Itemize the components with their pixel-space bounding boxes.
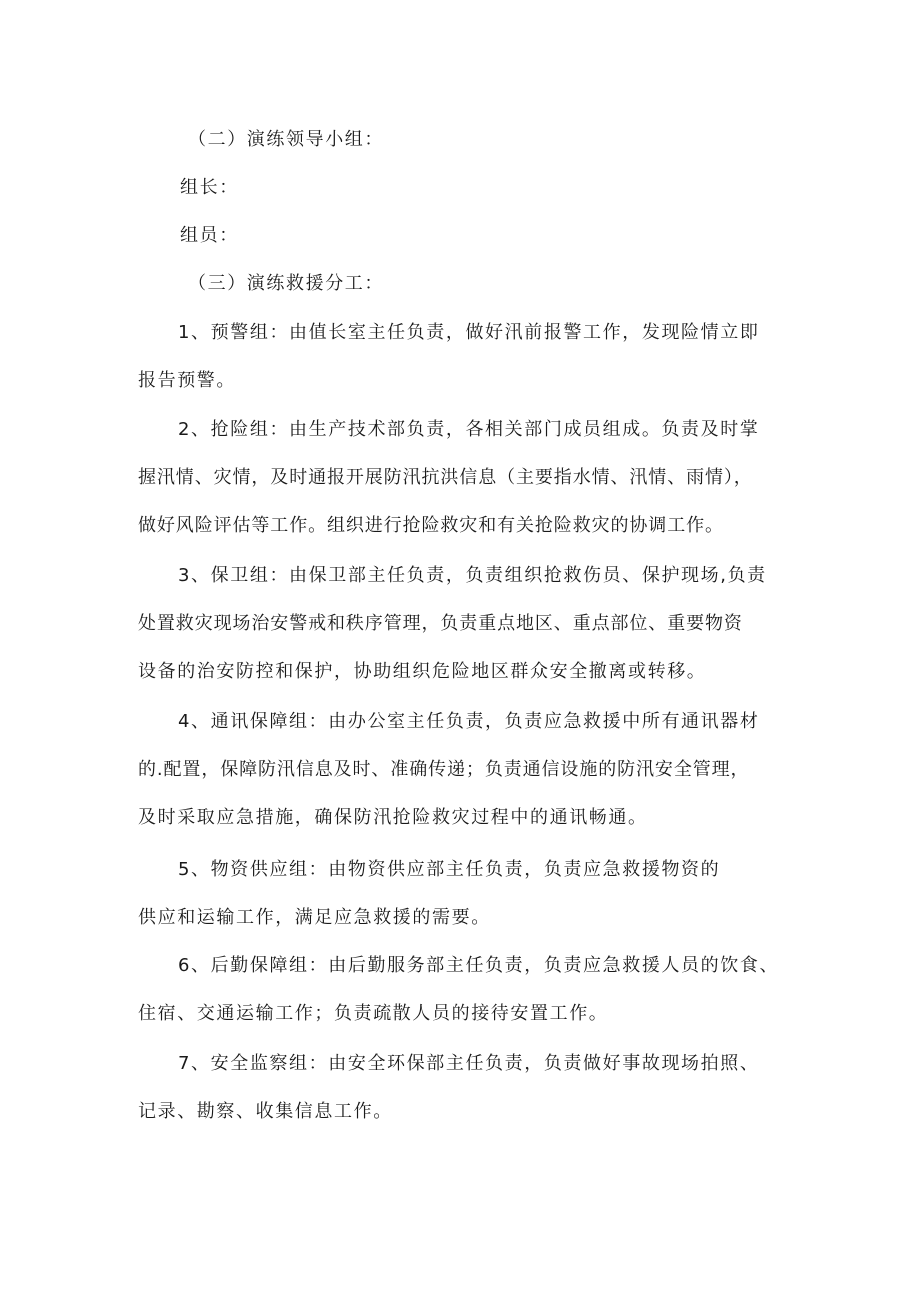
paragraph-line: 5、物资供应组：由物资供应部主任负责，负责应急救援物资的: [178, 859, 721, 880]
paragraph-line: 做好风险评估等工作。组织进行抢险救灾和有关抢险救灾的协调工作。: [138, 515, 724, 536]
member-label: 组员：: [180, 225, 239, 246]
paragraph-line: 设备的治安防控和保护，协助组织危险地区群众安全撤离或转移。: [138, 661, 707, 682]
paragraph-line: 报告预警。: [138, 370, 236, 391]
paragraph-line: 4、通讯保障组：由办公室主任负责，负责应急救援中所有通讯器材: [178, 711, 760, 732]
paragraph-line: 处置救灾现场治安警戒和秩序管理，负责重点地区、重点部位、重要物资: [138, 613, 743, 634]
leader-label: 组长：: [180, 177, 239, 198]
paragraph-line: 7、安全监察组：由安全环保部主任负责，负责做好事故现场拍照、: [178, 1053, 760, 1074]
paragraph-line: 握汛情、灾情，及时通报开展防汛抗洪信息（主要指水情、汛情、雨情），: [138, 467, 753, 488]
paragraph-line: 1、预警组：由值长室主任负责，做好汛前报警工作，发现险情立即: [178, 322, 760, 343]
section-2-heading: （二）演练领导小组：: [188, 129, 384, 150]
paragraph-line: 及时采取应急措施，确保防汛抢险救灾过程中的通讯畅通。: [138, 807, 648, 828]
paragraph-line: 3、保卫组：由保卫部主任负责，负责组织抢救伤员、保护现场,负责: [178, 565, 767, 586]
section-3-heading: （三）演练救援分工：: [188, 273, 384, 294]
paragraph-line: 的.配置，保障防汛信息及时、准确传递；负责通信设施的防汛安全管理，: [138, 759, 750, 780]
paragraph-line: 2、抢险组：由生产技术部负责，各相关部门成员组成。负责及时掌: [178, 419, 760, 440]
paragraph-line: 供应和运输工作，满足应急救援的需要。: [138, 907, 491, 928]
paragraph-line: 记录、勘察、收集信息工作。: [138, 1101, 393, 1122]
paragraph-line: 6、后勤保障组：由后勤服务部主任负责，负责应急救援人员的饮食、: [178, 955, 780, 976]
paragraph-line: 住宿、交通运输工作；负责疏散人员的接待安置工作。: [138, 1003, 609, 1024]
